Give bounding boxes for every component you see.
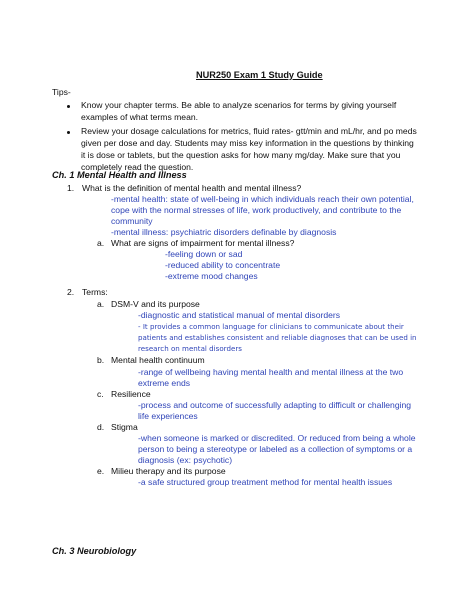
- tips-label: Tips-: [52, 87, 71, 97]
- answer-line: person to being a stereotype or labeled as a collection of symptoms or a: [138, 444, 413, 454]
- tip-1-line-1: Know your chapter terms. Be able to analyze scenarios for terms by giving yourself: [81, 100, 397, 110]
- question-2-text: Terms:: [82, 287, 108, 297]
- answer-line: -diagnostic and statistical manual of mental disorders: [138, 310, 341, 320]
- note-line: research on mental disorders: [138, 344, 242, 353]
- answer-line: extreme ends: [138, 378, 191, 388]
- tip-2-line-4: completely read the question.: [81, 162, 194, 172]
- answer-line: -feeling down or sad: [165, 249, 243, 259]
- answer-line: -reduced ability to concentrate: [165, 260, 281, 270]
- question-1-text: What is the definition of mental health and mental illness?: [82, 183, 302, 193]
- answer-line: community: [111, 216, 153, 226]
- answer-line: diagnosis (ex: psychotic): [138, 455, 233, 465]
- answer-line: -mental illness: psychiatric disorders definable by diagnosis: [111, 227, 337, 237]
- note-line: - It provides a common language for clinicians to communicate about their: [138, 322, 404, 331]
- answer-line: cope with the normal stresses of life, work productively, and contribute to the: [111, 205, 402, 215]
- subquestion-letter: a.: [97, 238, 105, 248]
- term-letter: a.: [97, 299, 105, 309]
- question-2-number: 2.: [67, 287, 75, 297]
- answer-line: life experiences: [138, 411, 198, 421]
- chapter-1-heading: Ch. 1 Mental Health and Illness: [52, 170, 187, 180]
- answer-line: -mental health: state of well-being in which individuals reach their own potential,: [111, 194, 414, 204]
- term-text: Mental health continuum: [111, 355, 205, 365]
- question-1-number: 1.: [67, 183, 75, 193]
- answer-line: -extreme mood changes: [165, 271, 258, 281]
- subquestion-text: What are signs of impairment for mental illness?: [111, 238, 295, 248]
- bullet-icon: [67, 131, 70, 134]
- answer-line: -process and outcome of successfully adapting to difficult or challenging: [138, 400, 412, 410]
- note-line: patients and establishes consistent and reliable diagnoses that can be used in: [138, 333, 417, 342]
- term-letter: b.: [97, 355, 105, 365]
- page-title: NUR250 Exam 1 Study Guide: [196, 70, 323, 80]
- term-letter: d.: [97, 422, 105, 432]
- tip-2-line-1: Review your dosage calculations for metrics, fluid rates- gtt/min and mL/hr, and po meds: [81, 126, 417, 136]
- tip-2-line-3: it is dose or tablets, but the question asks for how many mg/day. Make sure that you: [81, 150, 401, 160]
- term-text: Resilience: [111, 389, 151, 399]
- term-letter: e.: [97, 466, 105, 476]
- term-text: Milieu therapy and its purpose: [111, 466, 226, 476]
- answer-line: -range of wellbeing having mental health and mental illness at the two: [138, 367, 404, 377]
- term-text: DSM-V and its purpose: [111, 299, 200, 309]
- bullet-icon: [67, 105, 70, 108]
- tip-2-line-2: given per dose and day. Students may miss key information in the questions by thinking: [81, 138, 414, 148]
- chapter-3-heading: Ch. 3 Neurobiology: [52, 546, 137, 556]
- answer-line: -when someone is marked or discredited. Or reduced from being a whole: [138, 433, 416, 443]
- term-text: Stigma: [111, 422, 138, 432]
- tip-1-line-2: examples of what terms mean.: [81, 112, 199, 122]
- answer-line: -a safe structured group treatment method for mental health issues: [138, 477, 393, 487]
- term-letter: c.: [97, 389, 104, 399]
